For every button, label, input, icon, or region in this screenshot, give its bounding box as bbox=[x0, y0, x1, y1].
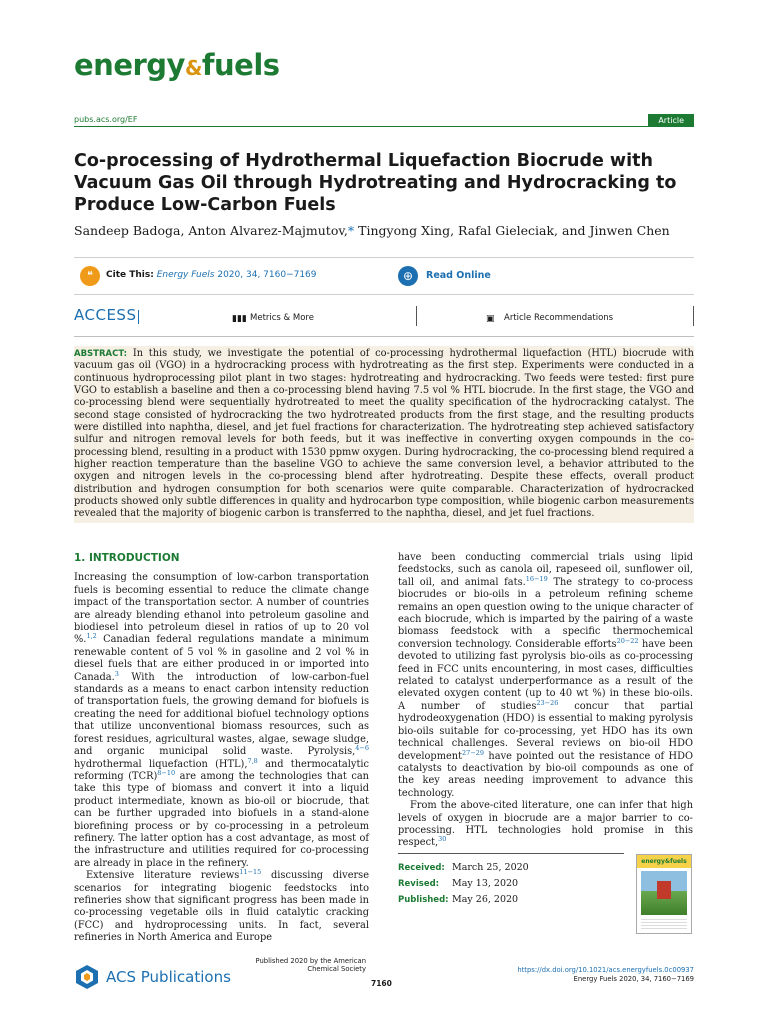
corresponding-author-mark[interactable]: * bbox=[347, 223, 355, 238]
abstract-label: ABSTRACT: bbox=[74, 349, 128, 359]
citation-ref[interactable]: 30 bbox=[438, 835, 447, 844]
revised-row bbox=[398, 876, 624, 892]
metrics-link[interactable] bbox=[232, 313, 314, 324]
abstract bbox=[74, 346, 694, 523]
intro-paragraph-2-continued: have been conducting commercial trials using lipid feedstocks, such as canola oil, rapeseed oil, sunflower oil, tall oil, and animal fats.$^{16-19}$ The strategy to co-process biocrudes or bio-oils in a petroleum refining scheme remains an open question owing to the unique character of each biocrude, which is imparted by the pairing of a waste biomass feedstock with a specific thermochemical conversion technology. Considerable efforts$^{20-22}$ have been devoted to utilizing fast pyrolysis bio-oils as co-processing feed in FCC units encountering, in most cases, difficulties related to catalyst underperformance as a result of the elevated oxygen content (up to 40 wt %) in these bio-oils. A number of studies$^{23-26}$ concur that partial hydrodeoxygenation (HDO) is essential to making pyrolysis bio-oils suitable for co-processing, yet HDO has its own technical challenges. Several reviews on bio-oil HDO development$^{27-29}$ have pointed out the resistance of HDO catalysts to deactivation by bio-oil compounds as one of the key areas needing improvement to advance this technology. bbox=[398, 552, 694, 799]
intro-paragraph-3: From the above-cited literature, one can infer that high levels of oxygen in biocrude are a major barrier to co-processing. HTL technologies hold promise in this respect,$^{30}$ bbox=[398, 800, 693, 849]
cover-text-lines bbox=[641, 919, 687, 931]
publisher-name[interactable]: ACS Publications bbox=[106, 968, 231, 986]
cite-this[interactable] bbox=[106, 270, 317, 280]
author-list bbox=[74, 223, 694, 239]
article-title: Co-processing of Hydrothermal Liquefaction Biocrude with Vacuum Gas Oil through Hydrotreating and Hydrocracking to Produce Low-Carbon Fuels bbox=[74, 151, 677, 215]
published-row bbox=[398, 892, 624, 908]
access-bar bbox=[74, 306, 694, 330]
abstract-text: In this study, we investigate the potential of co-processing hydrothermal liquefaction (HTL) biocrude with vacuum gas oil (VGO) in a hydrocracking process with hydrotreating as the first step. Experiments were conducted in a continuous hydroprocessing pilot plant in two stages: hydrotreating and hydrocracking. Two feeds were tested: first pure VGO to establish a baseline and then a co-processing blend having 7.5 vol % HTL biocrude. In the first stage, the VGO and co-processing blend were sequentially hydrotreated to meet the quality specification of the hydrocracking catalyst. The second stage consisted of hydrocracking the two hydrotreated products from the first stage, and the resulting products were distilled into naphtha, diesel, and jet fuel fractions for characterization. The hydrotreating step achieved satisfactory sulfur and nitrogen removal levels for both feeds, but it was ineffective in converting oxygen compounds in the co-processing blend, resulting in a product with 1530 ppmw oxygen. During hydrocracking, the co-processing blend required a higher reaction temperature than the baseline VGO to achieve the same conversion level, a behavior attributed to the oxygen and nitrogen levels in the co-processing blend after hydrotreating. Despite these effects, overall product distribution and hydrogen consumption for both scenarios were quite comparable. Characterization of hydrocracked products showed only subtle differences in quality and hydrocarbon type composition, while biogenic carbon measurements revealed that the majority of biogenic carbon is transferred to the naphtha, diesel, and jet fuel fractions. bbox=[74, 348, 694, 520]
recommendations-label: Article Recommendations bbox=[504, 313, 614, 323]
journal-name-part1: energy bbox=[74, 48, 185, 82]
quote-icon[interactable]: ❝ bbox=[80, 266, 100, 286]
article-history bbox=[398, 853, 624, 908]
citation-ref[interactable]: 27−29 bbox=[462, 748, 485, 757]
document-icon: ▣ bbox=[486, 314, 495, 324]
received-date: March 25, 2020 bbox=[452, 862, 529, 873]
cover-barn-shape bbox=[657, 881, 671, 899]
doi-link[interactable]: https://dx.doi.org/10.1021/acs.energyfuels.0c00937 bbox=[517, 966, 694, 974]
metrics-label: Metrics & More bbox=[250, 313, 314, 323]
journal-logo bbox=[74, 48, 280, 82]
acs-logo-icon bbox=[74, 964, 100, 990]
cite-label: Cite This: bbox=[106, 270, 154, 280]
page-number: 7160 bbox=[371, 979, 392, 988]
access-underline bbox=[74, 336, 694, 337]
section-heading-introduction: 1. INTRODUCTION bbox=[74, 552, 180, 564]
body-right-column bbox=[398, 552, 693, 850]
cite-journal: Energy Fuels bbox=[156, 270, 215, 280]
doi-block bbox=[517, 966, 694, 984]
citation-ref[interactable]: 23−26 bbox=[536, 698, 559, 707]
revised-label: Revised: bbox=[398, 879, 440, 889]
published-label: Published: bbox=[398, 895, 449, 905]
recommendations-link[interactable] bbox=[486, 313, 613, 324]
cover-image bbox=[641, 871, 687, 915]
intro-paragraph-1: Increasing the consumption of low-carbon transportation fuels is becoming essential to reduce the climate change impact of the transportation sector. A number of countries are already blending ethanol into petroleum gasoline and biodiesel into petroleum diesel in ratios of up to 20 vol %.$^{1,2}$ Canadian federal regulations mandate a minimum renewable content of 5 vol % in gasoline and 2 vol % in diesel fuels that are either produced in or imported into Canada.$^3$ With the introduction of low-carbon-fuel standards as a means to enact carbon intensity reduction of transportation fuels, the growing demand for biofuels is creating the need for additional biofuel technology options that utilize unconventional biomass resources, such as forest residues, agricultural wastes, algae, sewage sludge, and organic municipal solid waste. Pyrolysis,$^{4-6}$ hydrothermal liquefaction (HTL),$^{7,8}$ and thermocatalytic reforming (TCR)$^{8-10}$ are among the technologies that can take this type of biomass and convert it into a liquid product intermediate, known as bio-oil or biocrude, that can be further upgraded into biofuels in a stand-alone biorefining process or by co-processing in a petroleum refinery. The latter option has a cost advantage, as most of the infrastructure and utilities required for co-processing are already in place in the refinery. bbox=[74, 572, 369, 869]
page-footer bbox=[74, 954, 694, 994]
journal-url[interactable]: pubs.acs.org/EF bbox=[74, 115, 138, 124]
revised-date: May 13, 2020 bbox=[452, 878, 519, 889]
read-online-button[interactable] bbox=[398, 264, 494, 290]
access-label: ACCESS bbox=[74, 306, 137, 324]
citation-ref[interactable]: 3 bbox=[114, 669, 119, 678]
journal-cover-thumbnail[interactable] bbox=[636, 854, 692, 934]
received-label: Received: bbox=[398, 863, 445, 873]
published-date: May 26, 2020 bbox=[452, 894, 519, 905]
intro-paragraph-2: Extensive literature reviews$^{11-15}$ discussing diverse scenarios for integrating biogenic feedstocks into refineries show that significant progress has been made in co-processing vegetable oils in fluid catalytic cracking (FCC) and hydroprocessing units. In fact, several refineries in North America and Europe bbox=[74, 868, 369, 944]
journal-name-amp: & bbox=[184, 56, 202, 80]
citation-ref[interactable]: 1,2 bbox=[86, 632, 97, 641]
authors-first[interactable]: Sandeep Badoga, Anton Alvarez-Majmutov, bbox=[74, 223, 348, 238]
citation-ref[interactable]: 8−10 bbox=[157, 768, 176, 777]
bar-chart-icon: ▮▮▮ bbox=[232, 314, 247, 324]
access-marker bbox=[138, 310, 139, 324]
access-divider bbox=[416, 306, 417, 326]
cover-title: energy&fuels bbox=[637, 855, 691, 868]
citation-ref[interactable]: 7,8 bbox=[247, 756, 258, 765]
access-divider-end bbox=[693, 306, 694, 326]
body-left-column bbox=[74, 552, 369, 945]
header-divider bbox=[74, 126, 694, 127]
received-row bbox=[398, 860, 624, 876]
read-online-label: Read Online bbox=[426, 270, 491, 281]
cite-bar bbox=[74, 257, 694, 295]
citation-ref[interactable]: 11−15 bbox=[239, 868, 262, 877]
footer-citation: Energy Fuels 2020, 34, 7160−7169 bbox=[573, 975, 694, 983]
citation-ref[interactable]: 4−6 bbox=[355, 744, 369, 753]
authors-rest[interactable]: Tingyong Xing, Rafal Gieleciak, and Jinwen Chen bbox=[354, 223, 670, 238]
journal-name-part2: fuels bbox=[201, 48, 280, 82]
article-type-badge: Article bbox=[648, 114, 694, 127]
globe-icon: ⊕ bbox=[398, 266, 418, 286]
citation-ref[interactable]: 16−19 bbox=[525, 574, 548, 583]
cite-reference: 2020, 34, 7160−7169 bbox=[217, 270, 317, 280]
copyright-note: Published 2020 by the American Chemical Society bbox=[255, 957, 366, 973]
citation-ref[interactable]: 20−22 bbox=[616, 636, 639, 645]
